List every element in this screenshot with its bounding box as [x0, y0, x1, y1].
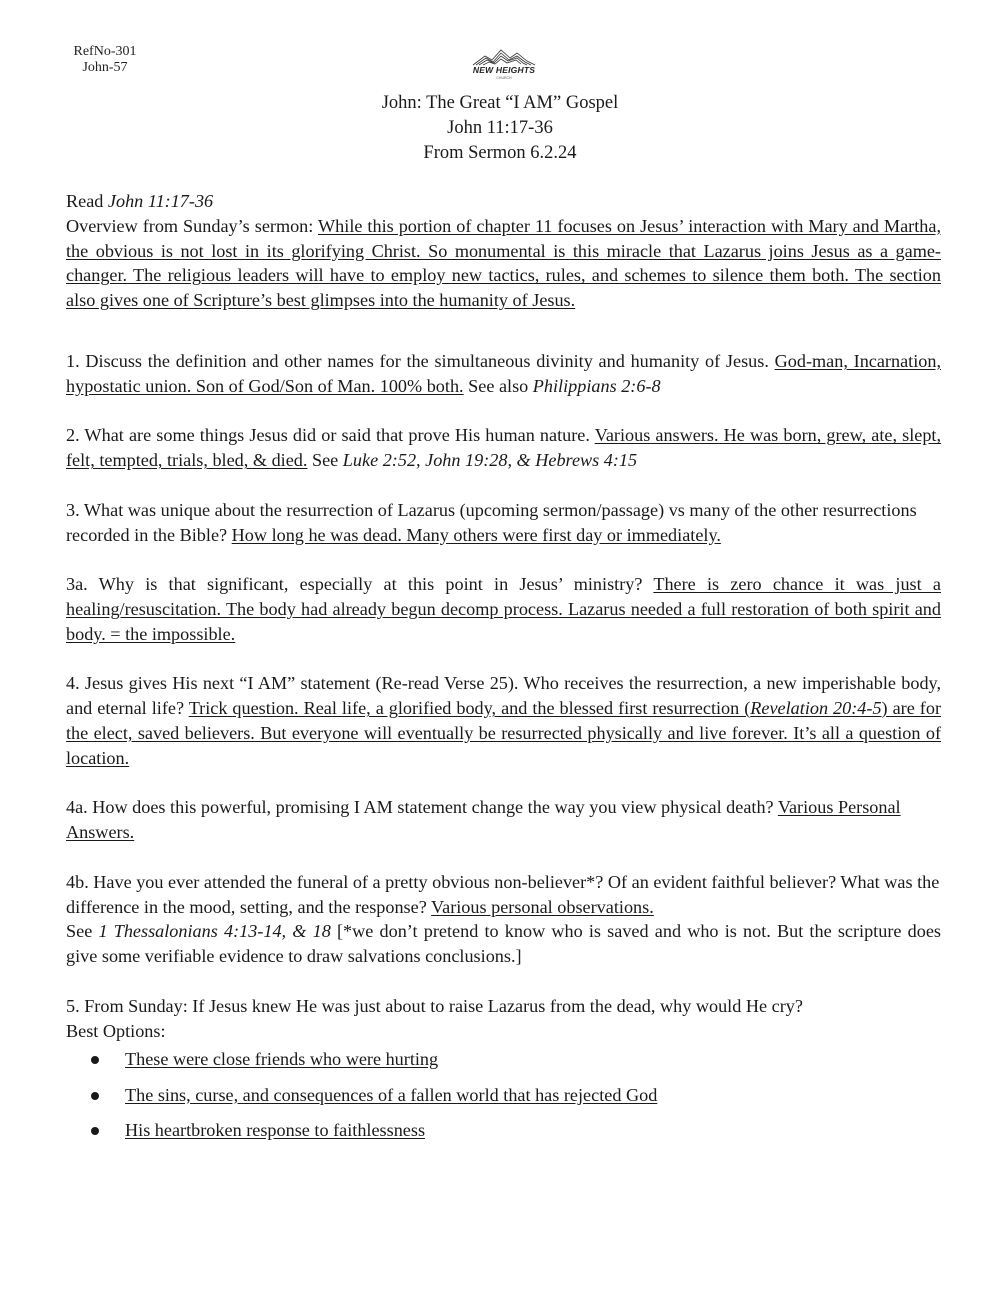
- overview-paragraph: Overview from Sunday’s sermon: While this portion of chapter 11 focuses on Jesus’ interaction with Mary and Martha, the obvious is not lost in its glorifying Christ. So monumental is this miracle that Lazarus joins Jesus as a game-changer. The religious leaders will have to employ new tactics, rules, and schemes to silence them both. The section also gives one of Scripture’s best glimpses into the humanity of Jesus.: [66, 215, 941, 311]
- logo-subtext: CHURCH: [496, 76, 512, 80]
- answer-4: Trick question. Real life, a glorified body, and the blessed first resurrection (Revelation 20:4-5) are for the elect, saved believers. But everyone will eventually be resurrected physically and live forever. It’s all a question of location.: [66, 698, 941, 768]
- scripture-ref-4b: 1 Thessalonians 4:13-14, & 18: [98, 921, 331, 942]
- options-label: Best Options:: [66, 1020, 166, 1041]
- question-1: 1. Discuss the definition and other names for the simultaneous divinity and humanity of Jesus. God-man, Incarnation, hypostatic union. Son of God/Son of Man. 100% both. See also Philippians 2:6-8: [66, 350, 941, 396]
- list-item: His heartbroken response to faithlessness: [66, 1118, 941, 1154]
- question-2: 2. What are some things Jesus did or said that prove His human nature. Various answers. He was born, grew, ate, slept, felt, tempted, trials, bled, & died. See Luke 2:52, John 19:28, & Hebrews 4:15: [66, 425, 942, 471]
- bullet-icon: [91, 1092, 99, 1100]
- question-3: 3. What was unique about the resurrection of Lazarus (upcoming sermon/passage) vs many of the other resurrections recorded in the Bible? How long he was dead. Many others were first day or immediately.: [66, 499, 917, 545]
- title-line-2: John 11:17-36: [447, 118, 553, 138]
- read-reference: John 11:17-36: [107, 191, 214, 211]
- question-4a: 4a. How does this powerful, promising I AM statement change the way you view physical death? Various Personal Answers.: [66, 797, 901, 843]
- read-line: Read John 11:17-36: [66, 191, 214, 211]
- title-line-3: From Sermon 6.2.24: [423, 143, 577, 163]
- answer-3a: There is zero chance it was just a healing/resuscitation. The body had already begun decomp process. Lazarus needed a full restoration of both spirit and body. = the impossible.: [66, 574, 941, 644]
- question-3a: 3a. Why is that significant, especially at this point in Jesus’ ministry? There is zero chance it was just a healing/resuscitation. The body had already begun decomp process. Lazarus needed a full restoration of both spirit and body. = the impossible.: [66, 574, 941, 644]
- answer-3: How long he was dead. Many others were first day or immediately.: [231, 524, 721, 545]
- title-line-1: John: The Great “I AM” Gospel: [381, 93, 619, 113]
- scripture-ref-4: Revelation 20:4-5: [750, 698, 882, 719]
- study-content: [66, 189, 941, 1154]
- answer-1: God-man, Incarnation, hypostatic union. Son of God/Son of Man. 100% both.: [66, 350, 941, 396]
- list-item: These were close friends who were hurting: [66, 1047, 941, 1083]
- bullet-icon: [91, 1056, 99, 1064]
- scripture-ref-1: Philippians 2:6-8: [532, 375, 661, 396]
- church-logo: [465, 46, 543, 82]
- ref-code: John-57: [82, 60, 128, 75]
- document-title: [0, 91, 1000, 166]
- list-item: The sins, curse, and consequences of a fallen world that has rejected God: [66, 1083, 941, 1119]
- mountain-logo-icon: [465, 46, 543, 66]
- overview-text: While this portion of chapter 11 focuses on Jesus’ interaction with Mary and Martha, the obvious is not lost in its glorifying Christ. So monumental is this miracle that Lazarus joins Jesus as a game-changer. The religious leaders will have to employ new tactics, rules, and schemes to silence them both. The section also gives one of Scripture’s best glimpses into the humanity of Jesus.: [66, 215, 941, 311]
- question-5: 5. From Sunday: If Jesus knew He was just about to raise Lazarus from the dead, why would He cry?: [66, 995, 803, 1016]
- logo-wordmark: NEW HEIGHTS: [472, 65, 536, 75]
- scripture-ref-2: Luke 2:52, John 19:28, & Hebrews 4:15: [342, 450, 638, 471]
- question-4b-note: See 1 Thessalonians 4:13-14, & 18 [*we don’t pretend to know who is saved and who is not. But the scripture does give some verifiable evidence to draw salvations conclusions.]: [66, 921, 941, 967]
- options-list: [66, 1047, 941, 1154]
- answer-2: Various answers. He was born, grew, ate, slept, felt, tempted, trials, bled, & died.: [66, 425, 942, 471]
- question-4b: 4b. Have you ever attended the funeral of a pretty obvious non-believer*? Of an evident faithful believer? What was the difference in the mood, setting, and the response? Various personal observations.: [66, 871, 940, 917]
- bullet-icon: [91, 1127, 99, 1135]
- answer-4b: Various personal observations.: [431, 896, 654, 917]
- ref-no: RefNo-301: [73, 44, 137, 59]
- reference-number: [60, 44, 150, 76]
- question-4: 4. Jesus gives His next “I AM” statement (Re-read Verse 25). Who receives the resurrection, a new imperishable body, and eternal life? Trick question. Real life, a glorified body, and the blessed first resurrection (Revelation 20:4-5) are for the elect, saved believers. But everyone will eventually be resurrected physically and live forever. It’s all a question of location.: [66, 673, 941, 768]
- answer-4a: Various Personal Answers.: [66, 797, 901, 843]
